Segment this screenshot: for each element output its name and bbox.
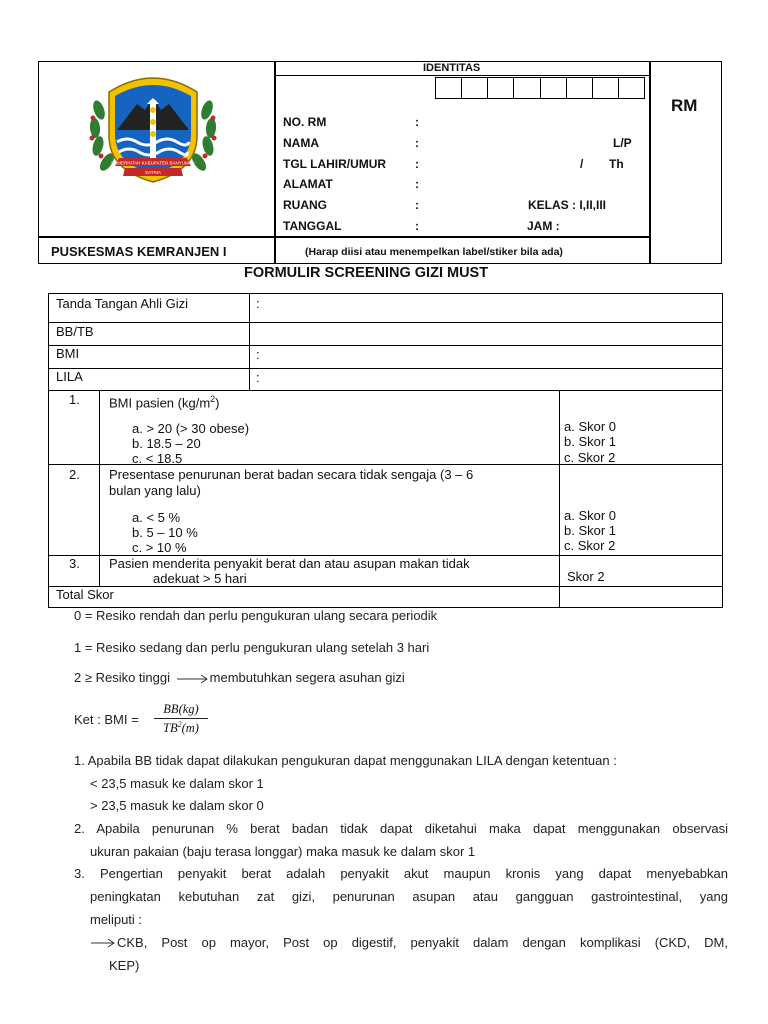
tahun-label: Th (609, 157, 624, 171)
form-title: FORMULIR SCREENING GIZI MUST (244, 265, 489, 281)
no-rm-label: NO. RM (283, 115, 327, 129)
institution-name: PUSKESMAS KEMRANJEN I (51, 244, 227, 259)
alamat-label: ALAMAT (283, 177, 333, 191)
criterion-1-title (109, 392, 220, 410)
long-right-arrow-icon-2 (90, 938, 116, 948)
kelas-label: KELAS : I,II,III (528, 198, 607, 212)
bmi-formula-denominator (154, 718, 208, 736)
tanggal-label: TANGGAL (283, 219, 342, 233)
rm-digit-box[interactable] (436, 78, 462, 98)
divider-rm (649, 62, 651, 263)
criterion-2-score-c[interactable]: c. Skor 2 (564, 538, 616, 553)
screening-table (48, 293, 723, 608)
note-1a: < 23,5 masuk ke dalam skor 1 (90, 776, 264, 791)
identitas-title: IDENTITAS (423, 62, 481, 74)
no-rm-digit-boxes[interactable] (435, 77, 645, 99)
criterion-1-number: 1. (69, 392, 80, 407)
risk-high-text (74, 670, 405, 685)
rm-digit-box[interactable] (593, 78, 619, 98)
criterion-1-score-c[interactable]: c. Skor 2 (564, 450, 616, 465)
criterion-2-option-b: b. 5 – 10 % (132, 525, 198, 540)
tanggal-colon: : (415, 219, 419, 233)
risk-low-text: 0 = Resiko rendah dan perlu pengukuran ulang secara periodik (74, 608, 438, 623)
note-3-line1: 3. Pengertian penyakit berat adalah penyakit akut maupun kronis yang dapat menyebabkan (74, 866, 728, 881)
note-3-line3: meliputi : (90, 912, 143, 927)
row-value-tanda-tangan[interactable]: : (256, 296, 260, 311)
criterion-2-title-line2: bulan yang lalu) (109, 483, 201, 498)
nama-colon: : (415, 136, 419, 150)
criterion-2-score-a[interactable]: a. Skor 0 (564, 508, 617, 523)
rm-digit-box[interactable] (619, 78, 644, 98)
bmi-formula-numerator: BB(kg) (163, 702, 199, 716)
note-3-line4: CKB, Post op mayor, Post op digestif, penyakit dalam dengan komplikasi (CKD, DM, (117, 935, 728, 950)
row-rule (49, 345, 722, 346)
criterion-2-option-c: c. > 10 % (132, 540, 187, 555)
bmi-denominator-tb: TB (163, 721, 178, 736)
identity-header-box (38, 61, 722, 264)
label-instruction: (Harap diisi atau menempelkan label/stiker bila ada) (305, 246, 563, 258)
risk-medium-text: 1 = Resiko sedang dan perlu pengukuran ulang setelah 3 hari (74, 640, 430, 655)
criterion-1-option-c: c. < 18.5 (132, 451, 183, 466)
rm-digit-box[interactable] (462, 78, 488, 98)
rm-label: RM (671, 96, 698, 115)
row-rule (49, 586, 722, 587)
rm-digit-box[interactable] (488, 78, 514, 98)
bmi-denominator-sup: 2 (177, 720, 182, 729)
row-label-tanda-tangan: Tanda Tangan Ahli Gizi (56, 296, 189, 311)
criterion-2-option-a: a. < 5 % (132, 510, 181, 525)
banyumas-logo-emblem (85, 70, 221, 190)
criterion-1-title-close: ) (215, 395, 220, 411)
bmi-formula-prefix: Ket : BMI = (74, 712, 139, 727)
alamat-colon: : (415, 177, 419, 191)
no-rm-colon: : (415, 115, 419, 129)
risk-high-label: 2 ≥ Resiko tinggi (74, 670, 171, 685)
criterion-3-score[interactable]: Skor 2 (567, 569, 605, 584)
note-1: 1. Apabila BB tidak dapat dilakukan pengukuran dapat menggunakan LILA dengan ketentuan : (74, 753, 617, 768)
bmi-denominator-unit: (m) (181, 721, 199, 736)
criterion-1-option-b: b. 18.5 – 20 (132, 436, 201, 451)
criterion-1-title-sup: 2 (210, 394, 216, 404)
divider-logo (274, 62, 276, 263)
note-2-line1: 2. Apabila penurunan % berat badan tidak dapat diketahui maka dapat menggunakan observasi (74, 821, 728, 836)
tgl-lahir-label: TGL LAHIR/UMUR (283, 157, 387, 171)
note-2-line2: ukuran pakaian (baju terasa longgar) maka masuk ke dalam skor 1 (90, 844, 476, 859)
ruang-label: RUANG (283, 198, 327, 212)
note-3-line5: KEP) (109, 958, 140, 973)
nama-label: NAMA (283, 136, 319, 150)
criterion-3-title-line1: Pasien menderita penyakit berat dan atau asupan makan tidak (109, 556, 470, 571)
criterion-2-score-b[interactable]: b. Skor 1 (564, 523, 617, 538)
criterion-3-title-line2: adekuat > 5 hari (153, 571, 247, 586)
bmi-formula-fraction (154, 702, 208, 736)
ruang-colon: : (415, 198, 419, 212)
row-rule (49, 322, 722, 323)
divider-institution (39, 236, 649, 238)
criterion-1-title-text: BMI pasien (kg/m (109, 395, 211, 411)
logo-ribbon-text-2: SATRIA (145, 170, 161, 175)
criterion-2-title-line1: Presentase penurunan berat badan secara tidak sengaja (3 – 6 (109, 467, 474, 482)
long-right-arrow-icon (175, 674, 209, 684)
criterion-1-score-b[interactable]: b. Skor 1 (564, 434, 617, 449)
row-value-lila[interactable]: : (256, 370, 260, 385)
col-rule (559, 390, 560, 608)
gender-lp-label: L/P (613, 136, 632, 150)
row-rule (49, 368, 722, 369)
jam-label: JAM : (527, 219, 560, 233)
rm-digit-box[interactable] (541, 78, 567, 98)
criterion-1-option-a: a. > 20 (> 30 obese) (132, 421, 250, 436)
row-rule (49, 390, 722, 391)
criterion-3-number: 3. (69, 556, 80, 571)
criterion-2-number: 2. (69, 467, 80, 482)
col-rule (249, 294, 250, 390)
divider-identitas (274, 75, 650, 76)
tgl-lahir-colon: : (415, 157, 419, 171)
date-slash: / (580, 157, 584, 171)
total-score-label: Total Skor (56, 587, 114, 602)
rm-digit-box[interactable] (567, 78, 593, 98)
row-label-bmi: BMI (56, 346, 80, 361)
logo-ribbon-text: PEMERINTAH KABUPATEN BANYUMAS (111, 160, 195, 166)
note-1b: > 23,5 masuk ke dalam skor 0 (90, 798, 264, 813)
risk-high-action: membutuhkan segera asuhan gizi (209, 670, 405, 685)
rm-digit-box[interactable] (514, 78, 540, 98)
row-label-bbtb: BB/TB (56, 324, 94, 339)
criterion-1-score-a[interactable]: a. Skor 0 (564, 419, 617, 434)
row-value-bmi[interactable]: : (256, 347, 260, 362)
row-label-lila: LILA (56, 369, 83, 384)
col-rule (99, 390, 100, 586)
note-3-line2: peningkatan kebutuhan zat gizi, penurunan asupan atau gangguan gastrointestinal, yang (90, 889, 728, 904)
